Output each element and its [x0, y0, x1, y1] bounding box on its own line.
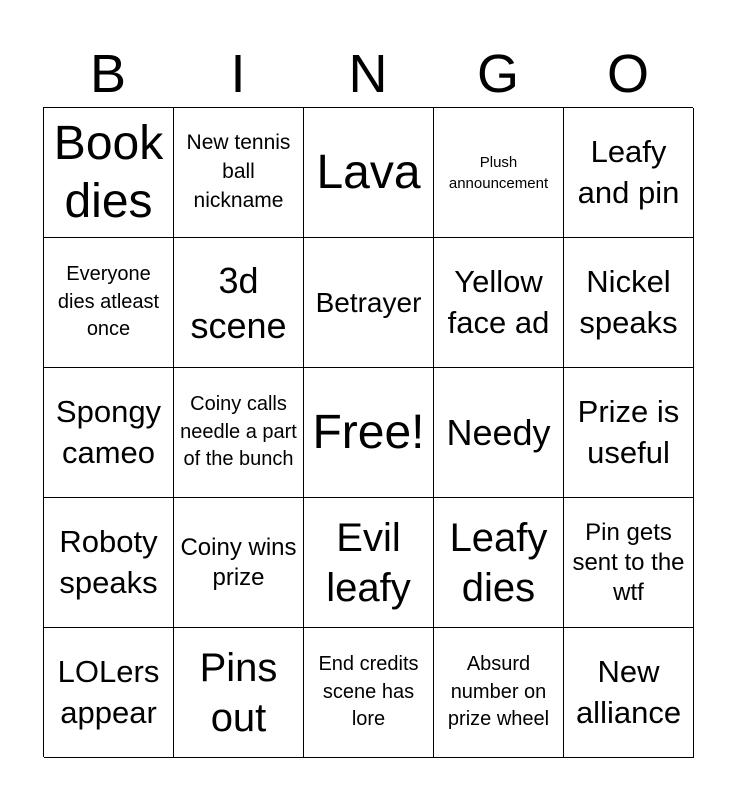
bingo-cell free-space[interactable] — [304, 368, 434, 498]
bingo-cell-label: Leafy and pin — [577, 134, 680, 210]
bingo-cell-label: New alliance — [575, 654, 682, 730]
bingo-cell-label: Betrayer — [315, 286, 422, 318]
bingo-cell-label: Book dies — [53, 116, 164, 228]
bingo-cell[interactable] — [304, 108, 434, 238]
bingo-cell[interactable] — [564, 498, 694, 628]
bingo-cell[interactable] — [44, 238, 174, 368]
bingo-cell-label: Leafy dies — [449, 515, 548, 610]
bingo-cell[interactable] — [174, 368, 304, 498]
bingo-cell[interactable] — [304, 628, 434, 758]
bingo-cell[interactable] — [434, 108, 564, 238]
bingo-cell[interactable] — [174, 238, 304, 368]
bingo-cell-label: 3d scene — [190, 259, 287, 346]
bingo-cell[interactable] — [434, 238, 564, 368]
bingo-cell[interactable] — [44, 498, 174, 628]
bingo-cell-label: New tennis ball nickname — [186, 131, 291, 212]
bingo-cell-label: Roboty speaks — [59, 524, 158, 600]
bingo-cell-label: Prize is useful — [577, 394, 680, 470]
bingo-cell-label: End credits scene has lore — [318, 653, 419, 731]
bingo-cell[interactable] — [174, 498, 304, 628]
header-letter-g: G — [476, 44, 519, 104]
bingo-cell-label: Lava — [316, 145, 421, 199]
bingo-cell[interactable] — [564, 628, 694, 758]
bingo-cell-label: Coiny wins prize — [180, 533, 297, 591]
bingo-cell[interactable] — [174, 108, 304, 238]
header-letter-n: N — [348, 44, 388, 104]
header-letter-i: I — [230, 44, 246, 104]
bingo-grid — [43, 107, 693, 757]
bingo-cell[interactable] — [174, 628, 304, 758]
bingo-cell[interactable] — [564, 368, 694, 498]
bingo-cell[interactable] — [434, 368, 564, 498]
bingo-cell[interactable] — [564, 238, 694, 368]
bingo-cell-label: Absurd number on prize wheel — [447, 653, 550, 731]
bingo-cell-label: Coiny calls needle a part of the bunch — [180, 393, 297, 471]
bingo-cell[interactable] — [434, 498, 564, 628]
bingo-cell[interactable] — [44, 628, 174, 758]
bingo-cell[interactable] — [564, 108, 694, 238]
header-letter-b: B — [89, 44, 127, 104]
bingo-cell[interactable] — [304, 498, 434, 628]
bingo-cell-label: Plush announcement — [448, 153, 549, 192]
bingo-cell-label: Spongy cameo — [55, 394, 162, 470]
bingo-cell-label: Needy — [446, 412, 551, 453]
bingo-cell-label: Everyone dies atleast once — [57, 263, 160, 341]
bingo-cell-label: Nickel speaks — [579, 264, 678, 340]
bingo-cell-label: LOLers appear — [57, 654, 160, 730]
bingo-cell[interactable] — [434, 628, 564, 758]
bingo-cell-label: Yellow face ad — [447, 264, 550, 340]
free-space-label: Free! — [312, 405, 425, 459]
bingo-cell-label: Pin gets sent to the wtf — [572, 518, 685, 606]
bingo-cell-label: Pins out — [199, 645, 278, 740]
header-letter-o: O — [606, 44, 649, 104]
bingo-cell[interactable] — [44, 368, 174, 498]
bingo-header — [43, 40, 693, 108]
bingo-cell[interactable] — [44, 108, 174, 238]
bingo-cell-label: Evil leafy — [326, 515, 411, 610]
bingo-cell[interactable] — [304, 238, 434, 368]
